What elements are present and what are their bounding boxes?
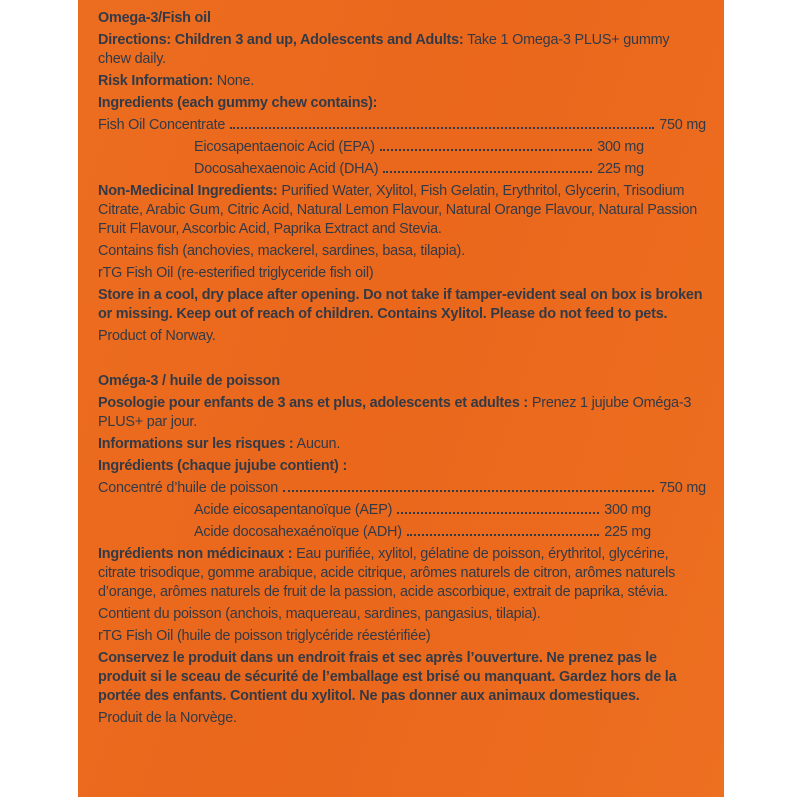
risk-text-fr: Aucun. bbox=[296, 436, 341, 452]
ingredient-amount: 300 mg bbox=[597, 139, 644, 155]
risk-label-en: Risk Information: bbox=[98, 73, 213, 89]
rtg-note-fr: rTG Fish Oil (huile de poisson triglycéride réestérifiée) bbox=[98, 628, 431, 644]
directions-label-en: Directions: Children 3 and up, Adolescents and Adults: bbox=[98, 32, 464, 48]
rtg-note-en: rTG Fish Oil (re-esterified triglyceride fish oil) bbox=[98, 265, 374, 281]
ingredient-name: Concentré d’huile de poisson bbox=[98, 480, 279, 496]
ingredient-name: Fish Oil Concentrate bbox=[98, 117, 226, 133]
product-title-fr: Oméga-3 / huile de poisson bbox=[98, 373, 280, 389]
ingredient-row-dha-en bbox=[98, 160, 706, 179]
ingredient-name: Docosahexaenoic Acid (DHA) bbox=[194, 161, 379, 177]
ingredient-name: Acide docosahexaénoïque (ADH) bbox=[194, 524, 402, 540]
ingredient-name: Acide eicosapentanoïque (AEP) bbox=[194, 502, 393, 518]
french-section bbox=[98, 372, 706, 728]
dotted-leader bbox=[380, 149, 592, 151]
supplement-label-panel bbox=[78, 0, 724, 797]
ingredient-row-fish-oil-fr bbox=[98, 479, 706, 498]
english-section bbox=[98, 9, 706, 346]
ingredient-amount: 225 mg bbox=[597, 161, 644, 177]
directions-text-en: Take 1 Omega-3 PLUS+ gummy chew daily. bbox=[98, 32, 670, 67]
non-medicinal-paragraph-fr bbox=[98, 545, 706, 602]
risk-paragraph-fr bbox=[98, 435, 706, 454]
ingredients-heading-fr: Ingrédients (chaque jujube contient) : bbox=[98, 458, 348, 474]
ingredient-row-dha-fr bbox=[98, 523, 706, 542]
risk-text-en: None. bbox=[216, 73, 255, 89]
non-medicinal-paragraph-en bbox=[98, 182, 706, 239]
product-title-en: Omega-3/Fish oil bbox=[98, 10, 211, 26]
risk-label-fr: Informations sur les risques : bbox=[98, 436, 294, 452]
ingredient-name: Eicosapentaenoic Acid (EPA) bbox=[194, 139, 375, 155]
origin-fr: Produit de la Norvège. bbox=[98, 710, 237, 726]
non-medicinal-label-en: Non-Medicinal Ingredients: bbox=[98, 183, 278, 199]
ingredient-amount: 300 mg bbox=[604, 502, 651, 518]
dotted-leader bbox=[397, 512, 599, 514]
ingredient-amount: 225 mg bbox=[604, 524, 651, 540]
directions-text-fr: Prenez 1 jujube Oméga-3 PLUS+ par jour. bbox=[98, 395, 692, 430]
non-medicinal-text-fr: Eau purifiée, xylitol, gélatine de poisson, érythritol, glycérine, citrate trisodique, gomme arabique, acide citrique, arômes naturels de citron, arômes naturels d’orange, arômes naturels de fruit de la passion, acide ascorbique, extrait de paprika, stévia. bbox=[98, 546, 676, 600]
storage-warning-en: Store in a cool, dry place after opening. Do not take if tamper-evident seal on box is broken or missing. Keep out of reach of children. Contains Xylitol. Please do not feed to pets. bbox=[98, 287, 703, 322]
non-medicinal-label-fr: Ingrédients non médicinaux : bbox=[98, 546, 293, 562]
dotted-leader bbox=[407, 534, 599, 536]
ingredient-amount: 750 mg bbox=[659, 480, 706, 496]
ingredient-amount: 750 mg bbox=[659, 117, 706, 133]
contains-fish-fr: Contient du poisson (anchois, maquereau, sardines, pangasius, tilapia). bbox=[98, 606, 541, 622]
risk-paragraph-en bbox=[98, 72, 706, 91]
dotted-leader bbox=[383, 171, 592, 173]
ingredient-row-epa-en bbox=[98, 138, 706, 157]
contains-fish-en: Contains fish (anchovies, mackerel, sardines, basa, tilapia). bbox=[98, 243, 465, 259]
directions-paragraph-fr bbox=[98, 394, 706, 432]
dotted-leader bbox=[230, 127, 654, 129]
origin-en: Product of Norway. bbox=[98, 328, 216, 344]
ingredients-heading-en: Ingredients (each gummy chew contains): bbox=[98, 95, 378, 111]
directions-label-fr: Posologie pour enfants de 3 ans et plus, adolescents et adultes : bbox=[98, 395, 529, 411]
dotted-leader bbox=[283, 490, 654, 492]
directions-paragraph-en bbox=[98, 31, 706, 69]
ingredient-row-fish-oil-en bbox=[98, 116, 706, 135]
non-medicinal-text-en: Purified Water, Xylitol, Fish Gelatin, Erythritol, Glycerin, Trisodium Citrate, Arabic Gum, Citric Acid, Natural Lemon Flavour, Natural Orange Flavour, Natural Passion Fruit Flavour, Ascorbic Acid, Paprika Extract and Stevia. bbox=[98, 183, 698, 237]
ingredient-row-epa-fr bbox=[98, 501, 706, 520]
storage-warning-fr: Conservez le produit dans un endroit frais et sec après l’ouverture. Ne prenez pas le produit si le sceau de sécurité de l’emballage est brisé ou manquant. Gardez hors de la portée des enfants. Contient du xylitol. Ne pas donner aux animaux domestiques. bbox=[98, 650, 677, 704]
